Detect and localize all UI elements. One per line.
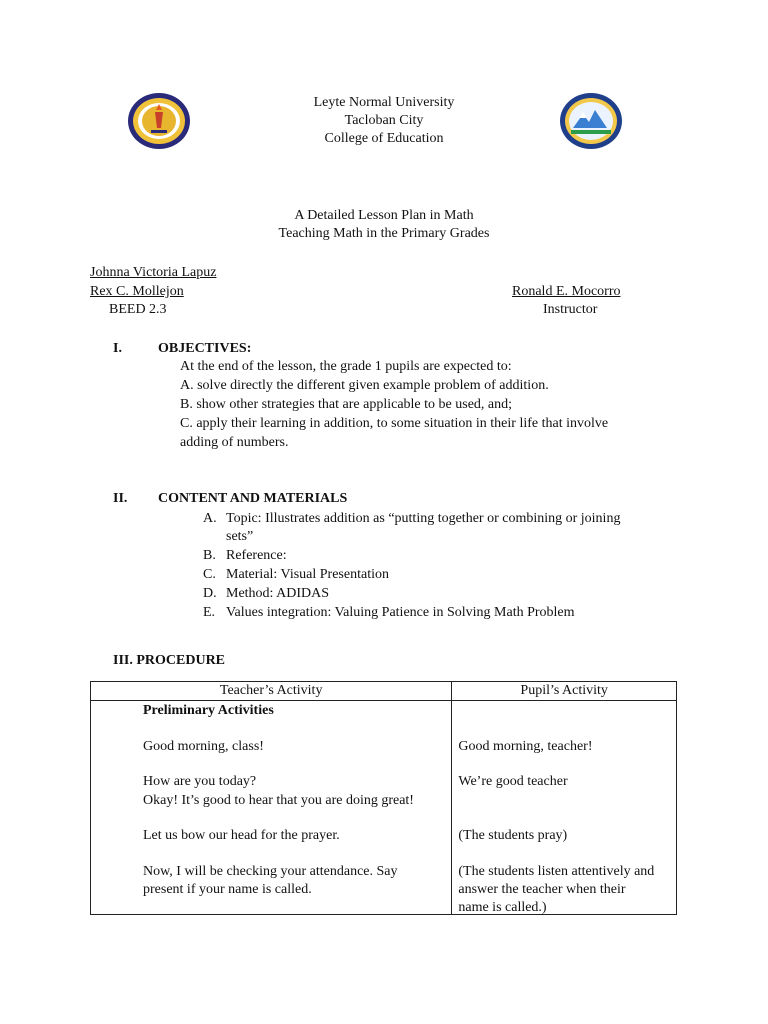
content-item-text-continued: sets” bbox=[226, 529, 254, 544]
content-item-marker: E. bbox=[203, 605, 216, 620]
student-name-1: Johnna Victoria Lapuz bbox=[90, 265, 217, 280]
content-list bbox=[203, 510, 663, 622]
teacher-line: Now, I will be checking your attendance. Say bbox=[143, 864, 398, 879]
content-number: II. bbox=[113, 491, 128, 506]
college-name: College of Education bbox=[324, 131, 444, 146]
course-section: BEED 2.3 bbox=[109, 302, 167, 317]
objective-item-continued: adding of numbers. bbox=[180, 435, 289, 450]
pupil-line: We’re good teacher bbox=[458, 774, 568, 789]
content-item bbox=[203, 566, 663, 584]
teacher-line: Okay! It’s good to hear that you are doing great! bbox=[143, 793, 414, 808]
procedure-heading: III. PROCEDURE bbox=[113, 653, 226, 668]
pupil-line: answer the teacher when their bbox=[458, 882, 626, 897]
objectives-number: I. bbox=[113, 341, 122, 356]
title-line-1: A Detailed Lesson Plan in Math bbox=[294, 208, 474, 223]
city-name: Tacloban City bbox=[344, 113, 424, 128]
objectives-intro: At the end of the lesson, the grade 1 pupils are expected to: bbox=[180, 359, 512, 374]
content-item bbox=[203, 547, 663, 565]
pupil-line: (The students pray) bbox=[458, 828, 568, 843]
content-item-text: Values integration: Valuing Patience in Solving Math Problem bbox=[226, 605, 575, 620]
pupil-activity-cell bbox=[452, 701, 677, 915]
table-row bbox=[91, 701, 677, 915]
content-item-text: Topic: Illustrates addition as “putting together or combining or joining bbox=[226, 511, 621, 526]
content-item bbox=[203, 604, 663, 622]
instructor-label: Instructor bbox=[543, 302, 598, 317]
preliminary-activities-label: Preliminary Activities bbox=[143, 703, 274, 718]
student-name-2: Rex C. Mollejon bbox=[90, 284, 184, 299]
teacher-line: Good morning, class! bbox=[143, 739, 264, 754]
pupil-line: name is called.) bbox=[458, 900, 547, 915]
title-line-2: Teaching Math in the Primary Grades bbox=[278, 226, 490, 241]
lesson-plan-title bbox=[0, 207, 768, 243]
procedure-table bbox=[90, 681, 677, 915]
objectives-body bbox=[180, 358, 660, 452]
content-item bbox=[203, 585, 663, 603]
objective-item: B. show other strategies that are applicable to be used, and; bbox=[180, 397, 513, 412]
content-item-marker: D. bbox=[203, 586, 217, 601]
column-header-pupil: Pupil’s Activity bbox=[452, 682, 677, 701]
objective-item: C. apply their learning in addition, to some situation in their life that involve bbox=[180, 416, 609, 431]
teacher-line: How are you today? bbox=[143, 774, 257, 789]
institution-header bbox=[0, 94, 768, 148]
content-item-text: Reference: bbox=[226, 548, 287, 563]
teacher-line: present if your name is called. bbox=[143, 882, 312, 897]
objectives-heading: OBJECTIVES: bbox=[158, 341, 252, 356]
column-header-teacher: Teacher’s Activity bbox=[91, 682, 452, 701]
content-heading: CONTENT AND MATERIALS bbox=[158, 491, 348, 506]
content-item-marker: C. bbox=[203, 567, 216, 582]
teacher-activity-cell bbox=[91, 701, 452, 915]
table-header-row bbox=[91, 682, 677, 701]
teacher-line: Let us bow our head for the prayer. bbox=[143, 828, 340, 843]
university-name: Leyte Normal University bbox=[313, 95, 455, 110]
instructor-name: Ronald E. Mocorro bbox=[512, 284, 621, 299]
content-item-marker: B. bbox=[203, 548, 216, 563]
content-item-text: Method: ADIDAS bbox=[226, 586, 330, 601]
pupil-line: Good morning, teacher! bbox=[458, 739, 593, 754]
pupil-activity-content bbox=[452, 701, 676, 914]
teacher-activity-content bbox=[91, 701, 451, 914]
content-item-marker: A. bbox=[203, 511, 217, 526]
content-item bbox=[203, 510, 663, 546]
objective-item: A. solve directly the different given example problem of addition. bbox=[180, 378, 549, 393]
pupil-line: (The students listen attentively and bbox=[458, 864, 655, 879]
content-item-text: Material: Visual Presentation bbox=[226, 567, 389, 582]
